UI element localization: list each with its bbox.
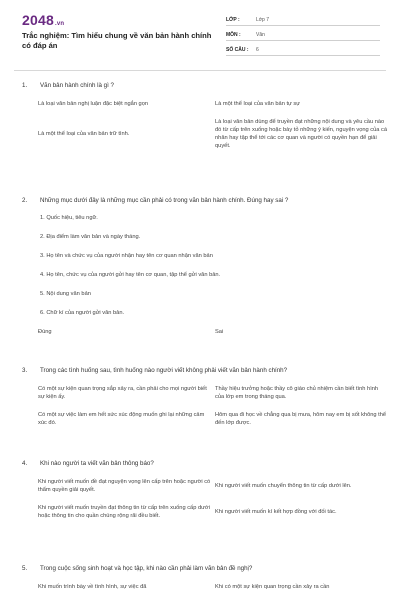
answer-options bbox=[38, 478, 382, 520]
answer-option-true[interactable]: Đúng bbox=[38, 329, 52, 335]
header-divider bbox=[14, 70, 386, 71]
meta-info bbox=[226, 13, 380, 58]
question-4 bbox=[22, 460, 382, 565]
answer-options bbox=[38, 328, 382, 336]
answer-options bbox=[38, 385, 387, 427]
list-item: 2. Địa điểm làm văn bản và ngày tháng. bbox=[40, 234, 141, 240]
answer-option[interactable]: Có một sự việc làm em hết sức xúc động muốn ghi lại những cảm xúc đó. bbox=[38, 412, 205, 426]
logo-text: 2048 bbox=[22, 12, 54, 28]
question-number: 4. bbox=[22, 460, 28, 467]
question-number: 3. bbox=[22, 367, 28, 374]
answer-option[interactable]: Là một thể loại của văn bản trữ tình. bbox=[38, 131, 130, 137]
list-item: 1. Quốc hiệu, tiêu ngữ. bbox=[40, 215, 98, 221]
meta-value: 6 bbox=[256, 47, 259, 53]
question-2 bbox=[22, 197, 382, 367]
answer-option[interactable]: Khi người viết muốn kí kết hợp đồng với đối tác. bbox=[215, 509, 337, 515]
question-list bbox=[0, 82, 400, 591]
question-5 bbox=[22, 565, 382, 591]
answer-option[interactable]: Khi có một sự kiện quan trọng cần xảy ra cần bbox=[215, 584, 330, 590]
question-text: Trong cuộc sống sinh hoạt và học tập, khi nào cần phải làm văn bản đề nghị? bbox=[40, 565, 253, 572]
answer-option[interactable]: Là loại văn bản dùng để truyền đạt những nội dung và yêu cầu nào đó từ cấp trên xuống hoặc bày tỏ những ý kiến, nguyện vọng của cá nhân hay tập thể tới các cơ quan và người có quyền hạn để giải quyết. bbox=[215, 119, 388, 149]
question-number: 2. bbox=[22, 197, 28, 204]
meta-label: MÔN : bbox=[226, 32, 241, 38]
answer-option[interactable]: Có một sự kiện quan trọng sắp xảy ra, cần phải cho mọi người biết sự kiện ấy. bbox=[38, 386, 207, 400]
question-number: 1. bbox=[22, 82, 28, 89]
answer-option[interactable]: Khi muốn trình bày về tình hình, sự việc đã bbox=[38, 584, 147, 590]
question-text: Những mục dưới đây là những mục cần phải có trong văn bản hành chính. Đúng hay sai ? bbox=[40, 197, 289, 204]
page-title: Trắc nghiệm: Tìm hiểu chung về văn bản hành chính có đáp án bbox=[22, 31, 212, 50]
header bbox=[0, 0, 400, 62]
site-logo[interactable] bbox=[22, 12, 64, 28]
meta-value: Lớp 7 bbox=[256, 17, 270, 23]
question-header bbox=[22, 460, 382, 468]
question-header bbox=[22, 565, 382, 573]
question-header bbox=[22, 197, 382, 205]
answer-option[interactable]: Là loại văn bản nghị luận đặc biệt ngắn gọn bbox=[38, 101, 149, 107]
question-number: 5. bbox=[22, 565, 28, 572]
list-item: 5. Nội dung văn bản bbox=[40, 291, 91, 297]
meta-row-subject bbox=[226, 28, 380, 41]
list-item: 6. Chữ kí của người gửi văn bản. bbox=[40, 310, 125, 316]
answer-options bbox=[38, 100, 388, 150]
question-1 bbox=[22, 82, 388, 197]
meta-row-count bbox=[226, 43, 380, 56]
answer-option[interactable]: Hôm qua đi học về chẳng qua bị mưa, hôm nay em bị sốt không thể đến lớp được. bbox=[215, 412, 387, 426]
question-text: Văn bản hành chính là gì ? bbox=[40, 82, 114, 89]
meta-label: LỚP : bbox=[226, 17, 240, 23]
question-3 bbox=[22, 367, 387, 460]
answer-option[interactable]: Khi người viết muốn chuyển thông tin từ cấp dưới lên. bbox=[215, 483, 352, 489]
meta-row-class bbox=[226, 13, 380, 26]
answer-option[interactable]: Thầy hiệu trưởng hoặc thầy cô giáo chủ nhiệm cần biết tình hình của lớp em trong tháng qua. bbox=[215, 386, 379, 400]
list-item: 4. Họ tên, chức vụ của người gửi hay tên cơ quan, tập thể gửi văn bản. bbox=[40, 272, 221, 278]
question-header bbox=[22, 367, 382, 375]
answer-option[interactable]: Là một thể loại của văn bản tự sự bbox=[215, 101, 301, 107]
meta-value: Văn bbox=[256, 32, 265, 38]
list-item: 3. Họ tên và chức vụ của người nhận hay tên cơ quan nhận văn bản bbox=[40, 253, 213, 259]
meta-label: SỐ CÂU : bbox=[226, 47, 249, 53]
question-text: Khi nào người ta viết văn bản thông báo? bbox=[40, 460, 154, 467]
answer-option-false[interactable]: Sai bbox=[215, 329, 224, 335]
answer-options bbox=[38, 583, 382, 591]
statement-list bbox=[40, 214, 382, 317]
question-header bbox=[22, 82, 382, 90]
answer-option[interactable]: Khi người viết muốn truyền đạt thông tin từ cấp trên xuống cấp dưới hoặc thông tin cho quần chúng rộng rãi đều biết. bbox=[38, 505, 210, 519]
answer-option[interactable]: Khi người viết muốn đề đạt nguyện vọng lên cấp trên hoặc người có thẩm quyền giải quyết. bbox=[38, 479, 211, 493]
logo-suffix: .vn bbox=[54, 21, 65, 27]
question-text: Trong các tình huống sau, tình huống nào người viết không phải viết văn bản hành chính? bbox=[40, 367, 288, 374]
